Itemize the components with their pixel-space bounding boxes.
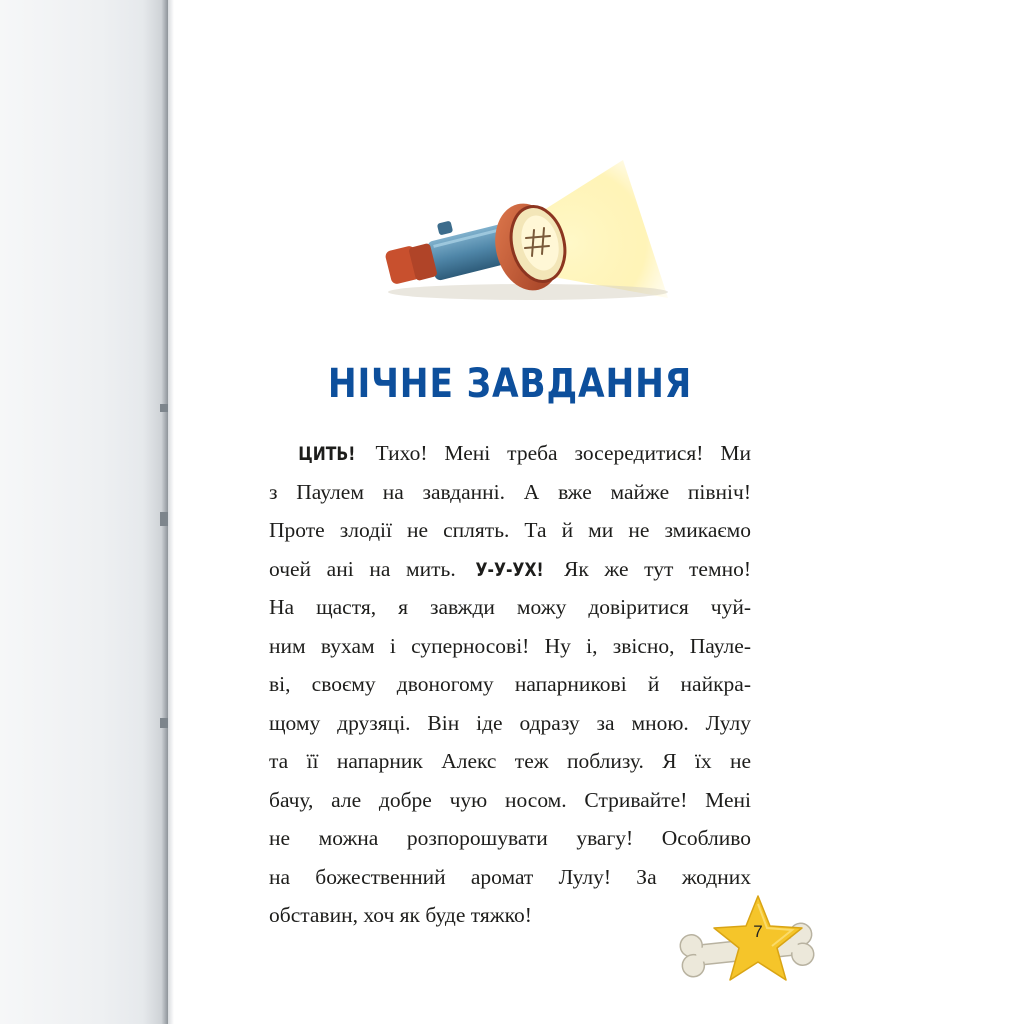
flashlight-icon <box>378 150 668 310</box>
text-line: На щастя, я завжди можу довіритися чуй- <box>269 595 751 619</box>
spine-mark <box>160 404 168 412</box>
text-line: обставин, хоч як буде тяжко! <box>269 903 532 927</box>
line-text: Тихо! Мені треба зосередитися! Ми <box>358 441 751 465</box>
chapter-body <box>269 434 751 935</box>
text-line: з Паулем на завданні. А вже майже північ! <box>269 479 751 504</box>
text-line: бачу, але добре чую носом. Стривайте! Мені <box>269 787 751 812</box>
chapter-title: НІЧНЕ ЗАВДАННЯ <box>327 361 693 407</box>
text-line: та її напарник Алекс теж поблизу. Я їх не <box>269 749 751 773</box>
page-number: 7 <box>753 922 763 941</box>
text-line: Проте злодії не сплять. Та й ми не змикаємо <box>269 518 751 542</box>
text-line <box>269 434 751 473</box>
book-spine <box>0 0 168 1024</box>
spine-mark <box>160 718 168 728</box>
spine-mark <box>160 512 168 526</box>
line-text: очей ані на мить. <box>269 556 472 581</box>
page-edge <box>168 0 174 1024</box>
text-line: ві, своєму двоногому напарникові й найкра- <box>269 672 751 696</box>
text-line <box>269 550 751 589</box>
text-line: щому друзяці. Він іде одразу за мною. Лулу <box>269 710 751 735</box>
text-line: на божественний аромат Лулу! За жодних <box>269 864 751 889</box>
line-text: Як же тут темно! <box>548 556 751 581</box>
text-line: не можна розпорошувати увагу! Особливо <box>269 826 751 850</box>
text-line: ним вухам і суперносові! Ну і, звісно, Пауле- <box>269 633 751 658</box>
shout-text: У-У-УХ! <box>475 558 544 581</box>
shout-text: ЦИТЬ! <box>298 443 356 465</box>
